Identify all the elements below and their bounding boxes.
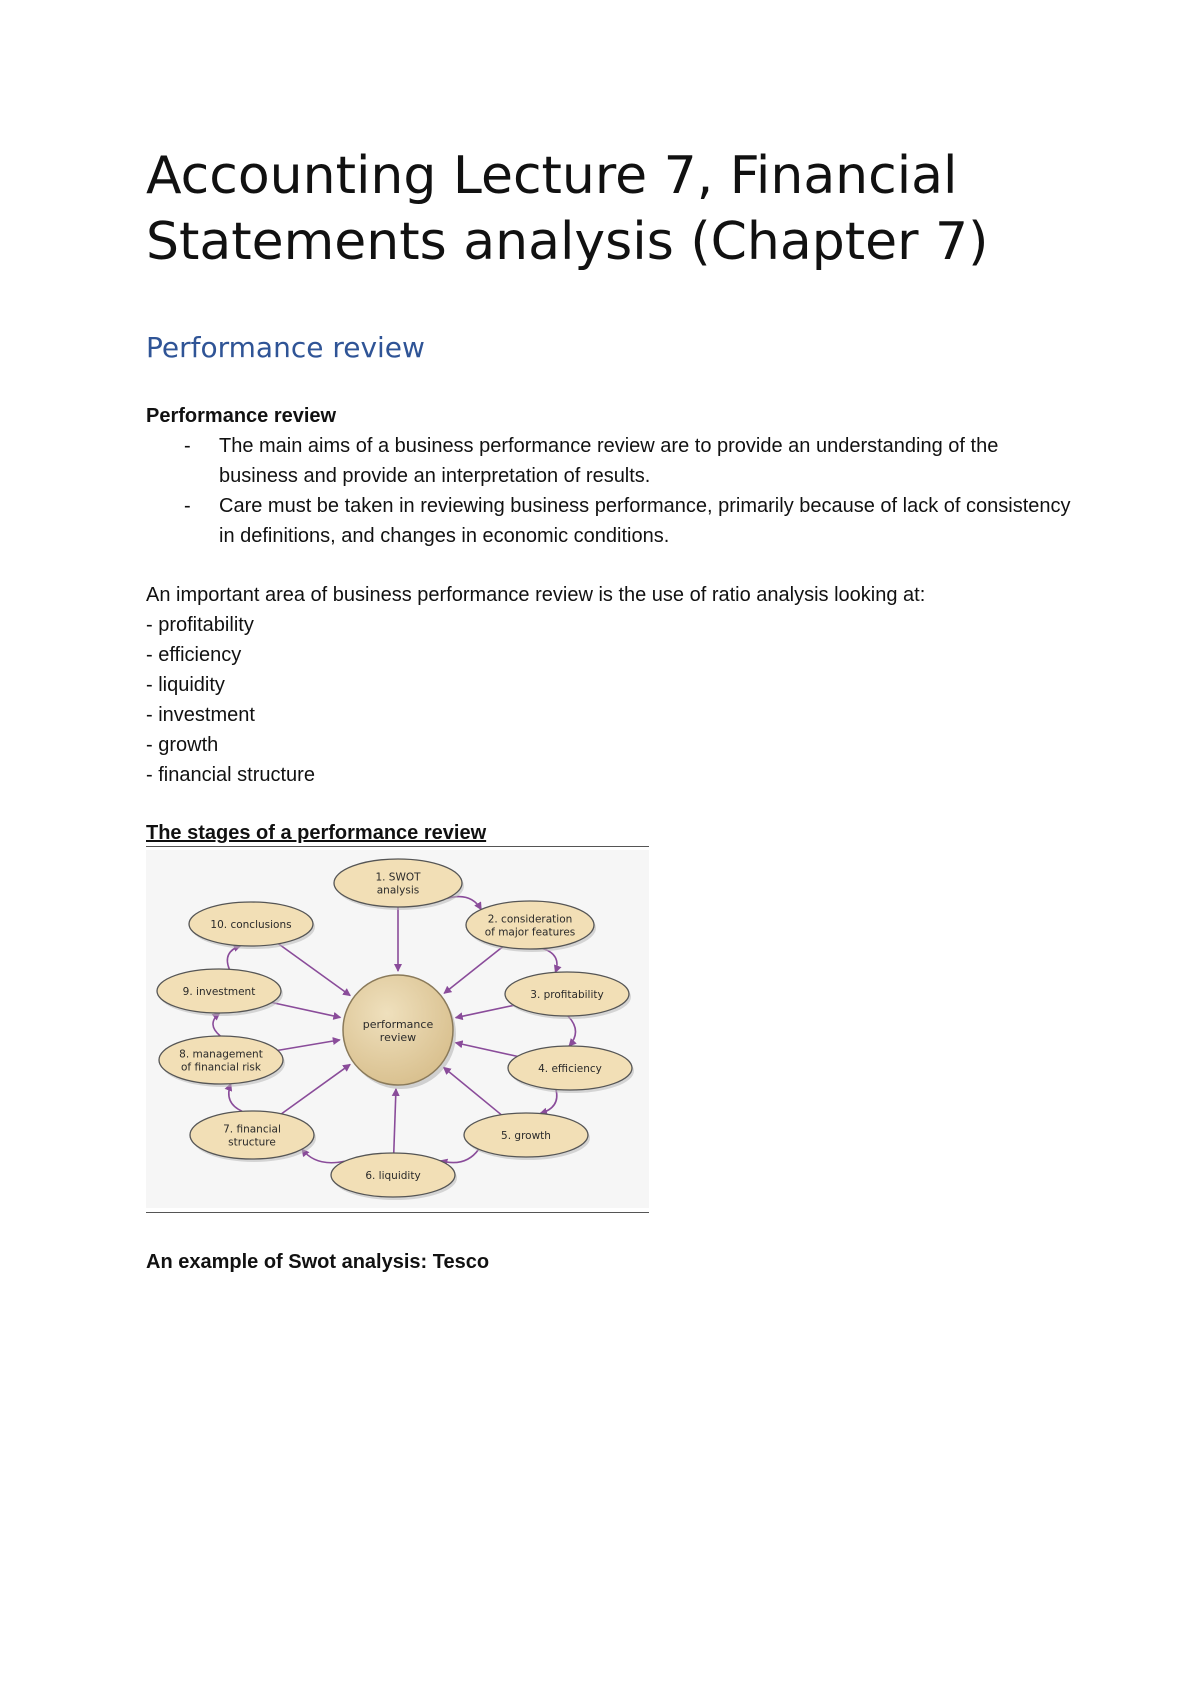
ratio-item: - liquidity (146, 674, 225, 696)
sequence-arrow (213, 1013, 220, 1036)
sequence-arrow (543, 949, 557, 973)
sequence-arrow (540, 1089, 557, 1113)
bullet-list (146, 431, 1076, 551)
bullet-marker: - (184, 495, 191, 517)
stage-node-label: 4. efficiency (538, 1063, 602, 1075)
bullet-marker: - (184, 435, 191, 457)
sequence-arrow (440, 1149, 478, 1162)
sequence-arrow (302, 1149, 345, 1163)
stage-node-label: 8. management (179, 1048, 263, 1061)
performance-review-diagram (146, 850, 649, 1208)
figure-bottom-rule (146, 1212, 649, 1213)
sequence-arrow (568, 1016, 576, 1046)
stage-node-label: 7. financial (223, 1123, 281, 1136)
stage-node-label: 5. growth (501, 1130, 551, 1142)
swot-heading: An example of Swot analysis: Tesco (146, 1251, 490, 1273)
stage-node-label: structure (228, 1136, 276, 1149)
figure-top-rule (146, 846, 649, 847)
stage-node-label: 9. investment (182, 986, 256, 998)
ratio-item: - growth (146, 734, 219, 756)
stage-node-label: analysis (376, 884, 420, 897)
ratio-list (146, 610, 315, 790)
bullet-item (146, 491, 1076, 551)
bullet-text: Care must be taken in reviewing business performance, primarily because of lack of consistency in definitions, and changes in economic conditions. (219, 495, 1071, 547)
stage-node-label: of major features (484, 926, 576, 939)
stage-node-label: 3. profitability (530, 989, 604, 1001)
stage-node-label: 2. consideration (487, 913, 573, 926)
stage-node-label: 10. conclusions (210, 919, 292, 931)
bullet-text: The main aims of a business performance review are to provide an understanding of the business and provide an interpretation of results. (219, 435, 999, 487)
center-node-label: review (379, 1031, 417, 1044)
spoke-arrow (456, 1005, 514, 1017)
ratio-item: - efficiency (146, 644, 242, 666)
section-heading: Performance review (146, 331, 425, 364)
stage-node-label: of financial risk (181, 1061, 261, 1074)
spoke-arrow (272, 1003, 341, 1018)
diagram-canvas (146, 850, 649, 1208)
sequence-arrow (229, 1084, 242, 1112)
stage-node-label: 6. liquidity (365, 1170, 421, 1182)
stage-node-label: 1. SWOT (375, 871, 421, 884)
spoke-arrow (394, 1089, 396, 1153)
center-node-label: performance (362, 1018, 434, 1031)
sub-heading: Performance review (146, 405, 337, 427)
document-title: Accounting Lecture 7, Financial Statements analysis (Chapter 7) (146, 146, 989, 272)
spoke-arrow (444, 1067, 502, 1114)
intro-paragraph: An important area of business performance review is the use of ratio analysis looking at: (146, 584, 926, 606)
ratio-item: - profitability (146, 614, 254, 636)
ratio-item: - financial structure (146, 764, 315, 786)
spoke-arrow (456, 1043, 518, 1057)
sequence-arrow (227, 946, 240, 970)
spoke-arrow (281, 1064, 350, 1113)
bullet-item (146, 431, 1076, 491)
spoke-arrow (444, 947, 503, 994)
spoke-arrow (278, 1040, 340, 1051)
figure-heading: The stages of a performance review (146, 822, 487, 844)
ratio-item: - investment (146, 704, 255, 726)
spoke-arrow (278, 944, 350, 996)
